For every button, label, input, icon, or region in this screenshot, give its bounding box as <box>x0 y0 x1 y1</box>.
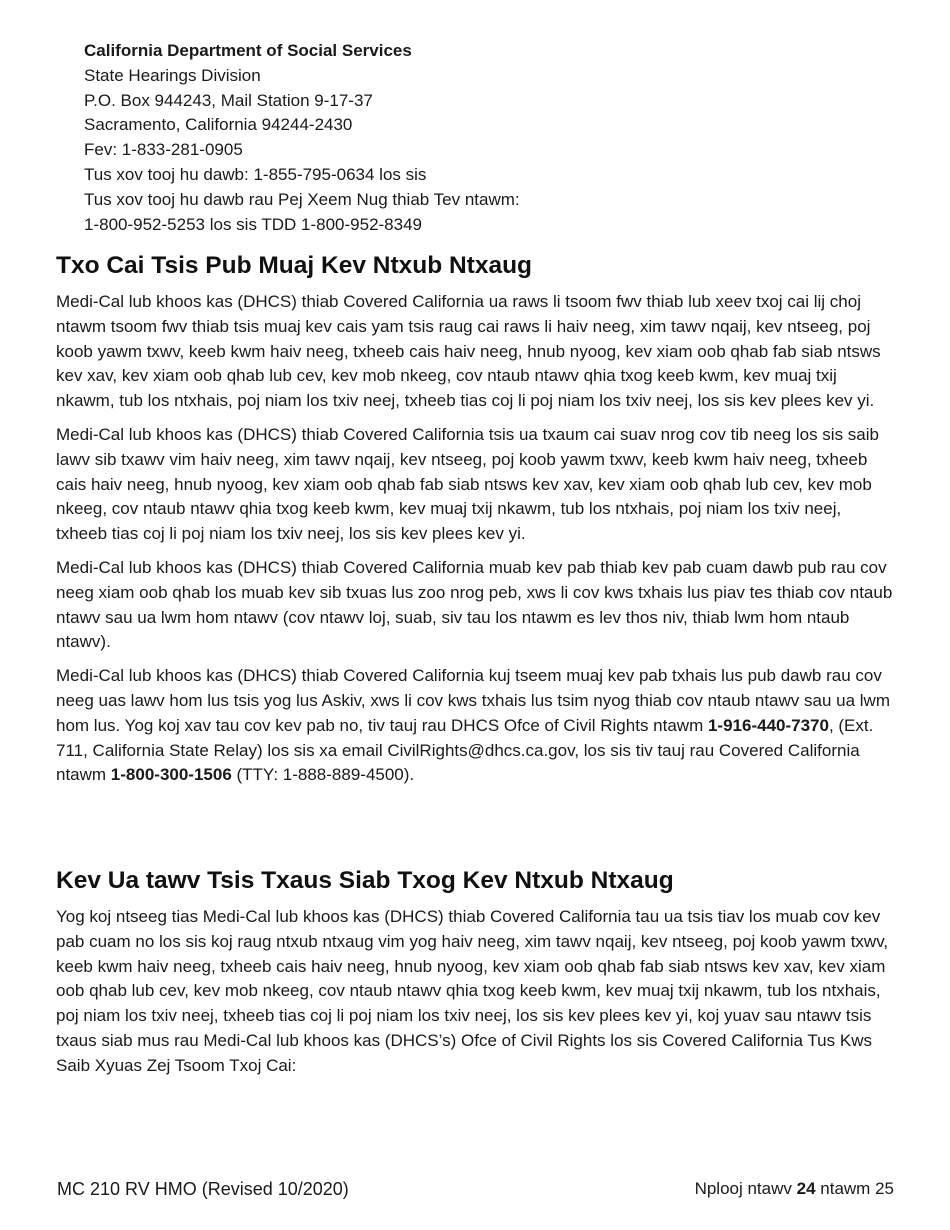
paragraph-contact <box>56 664 894 788</box>
paragraph: Medi-Cal lub khoos kas (DHCS) thiab Covered California muab kev pab thiab kev pab cuam dawb pub rau cov neeg xiam oob qhab los muab kev sib txuas lus zoo nrog peb, xws li cov kws txhais lus piav tes thiab cov ntaub ntawv sau ua lwm hom ntawv (cov ntawv loj, suab, siv tau los ntawm es lev thos niv, thiab lwm hom ntaub ntawv). <box>56 557 893 652</box>
paragraph: Yog koj ntseeg tias Medi-Cal lub khoos kas (DHCS) thiab Covered California tau ua tsis tiav los muab cov kev pab cuam no los sis koj raug ntxub ntxaug vim yog haiv neeg, xim tawv nqaij, kev ntseeg, poj koob yawm txwv, keeb kwm haiv neeg, txheeb cais haiv neeg, hnub nyoog, kev xiam oob qhab fab siab ntsws kev xav, kev xiam oob qhab lub cev, kev mob nkeeg, cov ntaub ntawv qhia txog keeb kwm, kev muaj txij nkawm, tub los ntxhais, poj niam los txiv neej, txheeb tias coj li poj niam los txiv neej, los sis kev plees kev yi, koj yuav sau ntawv tsis txaus siab mus rau Medi-Cal lub khoos kas (DHCS’s) Ofce of Civil Rights los sis Covered California Tus Kws Saib Xyuas Zej Tsoom Txoj Cai: <box>56 907 889 1075</box>
section-heading: Kev Ua tawv Tsis Txaus Siab Txog Kev Ntxub Ntxaug <box>56 867 674 894</box>
phone-number: 1-800-300-1506 <box>110 765 232 785</box>
text-run: , (Ext. 711, California State Relay) los sis xa email CivilRights@dhcs.ca.gov, los sis tiv tauj rau Covered California ntawm <box>56 715 874 785</box>
section-heading: Txo Cai Tsis Pub Muaj Kev Ntxub Ntxaug <box>56 252 533 279</box>
total-pages: 25 <box>875 1179 894 1198</box>
mailing-address <box>84 39 520 237</box>
page-label: Nplooj ntawv <box>694 1179 797 1198</box>
grievance-section <box>56 866 894 1079</box>
address-organization: California Department of Social Services <box>84 41 412 60</box>
current-page: 24 <box>796 1179 816 1198</box>
page-number <box>695 1179 894 1199</box>
text-run: (TTY: 1-888-889-4500). <box>231 765 415 785</box>
address-line: State Hearings Division <box>84 65 261 85</box>
nondiscrimination-section <box>56 251 894 788</box>
address-line: Tus xov tooj hu dawb: 1-855-795-0634 los sis <box>84 164 427 184</box>
address-line: 1-800-952-5253 los sis TDD 1-800-952-8349 <box>84 214 422 234</box>
page-label: ntawm <box>815 1179 876 1198</box>
phone-number: 1-916-440-7370 <box>707 715 829 735</box>
form-identifier: MC 210 RV HMO (Revised 10/2020) <box>57 1179 349 1199</box>
address-line: Sacramento, California 94244-2430 <box>84 115 353 135</box>
address-line: Tus xov tooj hu dawb rau Pej Xeem Nug thiab Tev ntawm: <box>84 189 520 209</box>
address-line: Fev: 1-833-281-0905 <box>84 140 243 160</box>
paragraph: Medi-Cal lub khoos kas (DHCS) thiab Covered California ua raws li tsoom fwv thiab lub xeev txoj cai lij choj ntawm tsoom fwv thiab tsis muaj kev cais yam tsis raug cai raws li haiv neeg, xim tawv nqaij, kev ntseeg, poj koob yawm txwv, keeb kwm haiv neeg, txheeb cais haiv neeg, hnub nyoog, kev xiam oob qhab fab siab ntsws kev xav, kev xiam oob qhab lub cev, kev mob nkeeg, cov ntaub ntawv qhia txog keeb kwm, kev muaj txij nkawm, tub los ntxhais, poj niam los txiv neej, txheeb tias coj li poj niam los txiv neej, los sis kev plees kev yi. <box>56 292 881 411</box>
text-run: Medi-Cal lub khoos kas (DHCS) thiab Covered California kuj tseem muaj kev pab txhais lus pub dawb rau cov neeg uas lawv hom lus tsis yog lus Askiv, xws li cov kws txhais lus tsim nyog thiab cov ntaub ntawv sau ua lwm hom lus. Yog koj xav tau cov kev pab no, tiv tauj rau DHCS Ofce of Civil Rights ntawm <box>56 666 890 735</box>
paragraph: Medi-Cal lub khoos kas (DHCS) thiab Covered California tsis ua txaum cai suav nrog cov tib neeg los sis saib lawv sib txawv vim haiv neeg, xim tawv nqaij, kev ntseeg, poj koob yawm txwv, keeb kwm haiv neeg, txheeb cais haiv neeg, hnub nyoog, kev xiam oob qhab fab siab ntsws kev xav, kev xiam oob qhab lub cev, kev mob nkeeg, cov ntaub ntawv qhia txog keeb kwm, kev muaj txij nkawm, tub los ntxhais, poj niam los txiv neej, txheeb tias coj li poj niam los txiv neej, los sis kev plees kev yi. <box>56 424 879 544</box>
address-line: P.O. Box 944243, Mail Station 9-17-37 <box>84 90 373 110</box>
